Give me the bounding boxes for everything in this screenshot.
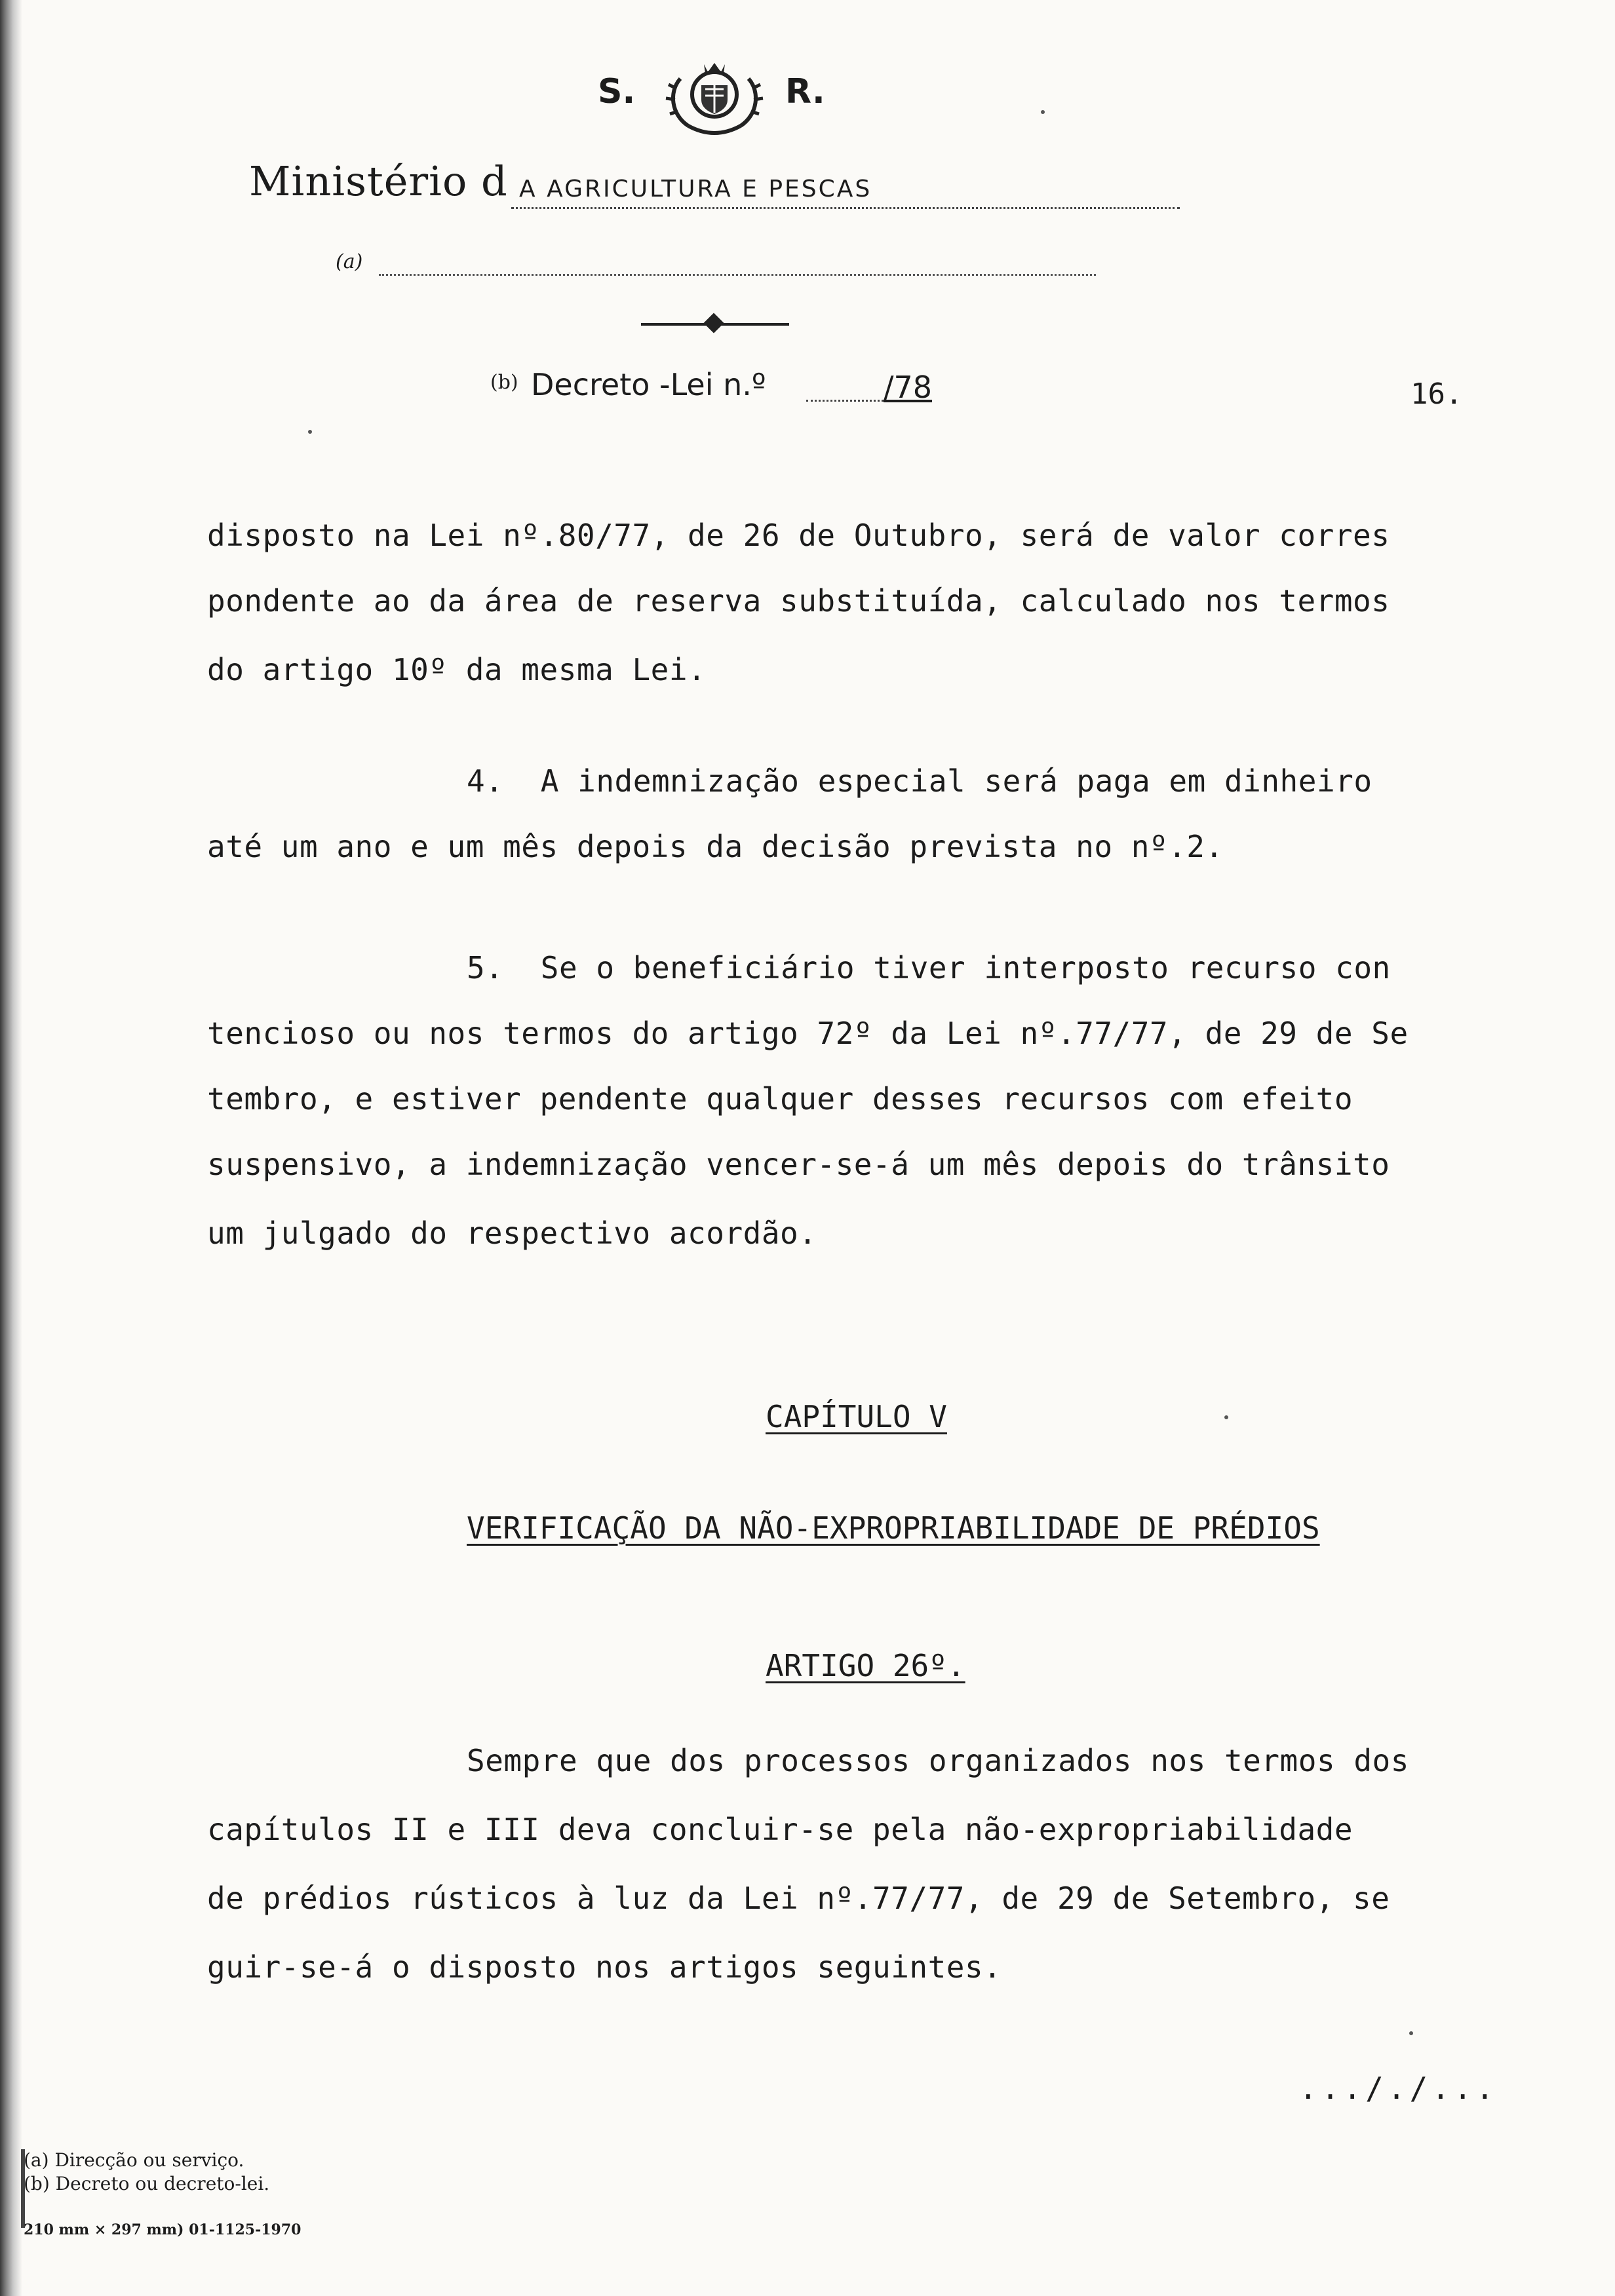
footnote-a: (a) Direcção ou serviço.: [24, 2149, 244, 2171]
chapter-title: VERIFICAÇÃO DA NÃO-EXPROPRIABILIDADE DE PRÉDIOS: [467, 1510, 1320, 1546]
text-line: Sempre que dos processos organizados nos termos dos: [467, 1743, 1409, 1778]
text-line: de prédios rústicos à luz da Lei nº.77/77, de 29 de Setembro, se: [207, 1881, 1390, 1916]
article-heading: ARTIGO 26º.: [766, 1648, 965, 1683]
decree-line: [490, 367, 988, 413]
scan-speck: [308, 430, 312, 434]
service-label-a: (a): [336, 250, 363, 273]
text-line: suspensivo, a indemnização vencer-se-á um mês depois do trânsito: [207, 1147, 1390, 1182]
text-line: um julgado do respectivo acordão.: [207, 1215, 817, 1251]
page-number: 16.: [1411, 377, 1463, 411]
text-line: até um ano e um mês depois da decisão prevista no nº.2.: [207, 829, 1224, 864]
text-line: do artigo 10º da mesma Lei.: [207, 652, 707, 687]
letterhead-r: R.: [785, 72, 825, 111]
diamond-icon: [703, 313, 724, 333]
ministry-line: [249, 157, 1180, 223]
decree-number: /78: [884, 370, 933, 405]
ornament-divider: [641, 315, 789, 334]
footnote-b: (b) Decreto ou decreto-lei.: [24, 2173, 270, 2194]
letterhead-seal-row: [0, 52, 1615, 138]
text-line: 4. A indemnização especial será paga em dinheiro: [467, 763, 1372, 799]
letterhead-s: S.: [598, 72, 636, 111]
page-edge-shadow: [0, 0, 22, 2296]
ministry-department: A AGRICULTURA E PESCAS: [519, 176, 872, 202]
text-line: 5. Se o beneficiário tiver interposto recurso con: [467, 950, 1391, 985]
scan-speck: [1409, 2031, 1413, 2035]
continuation-mark: ..././...: [1299, 2071, 1498, 2106]
text-line: capítulos II e III deva concluir-se pela não-expropriabilidade: [207, 1812, 1353, 1847]
text-line: disposto na Lei nº.80/77, de 26 de Outubro, será de valor corres: [207, 518, 1390, 553]
chapter-heading: CAPÍTULO V: [766, 1399, 947, 1434]
service-line: [336, 250, 1096, 283]
scan-speck: [1224, 1415, 1228, 1419]
ministry-dotted-line: [511, 207, 1180, 209]
text-line: tembro, e estiver pendente qualquer desses recursos com efeito: [207, 1081, 1353, 1117]
text-line: pondente ao da área de reserva substituída, calculado nos termos: [207, 583, 1390, 619]
decree-title: Decreto -Lei n.º: [531, 367, 766, 402]
scan-speck: [1041, 110, 1045, 114]
coat-of-arms-icon: [662, 52, 767, 138]
ministry-label: Ministério d: [249, 157, 508, 205]
text-line: guir-se-á o disposto nos artigos seguintes.: [207, 1949, 1002, 1985]
form-code: 210 mm × 297 mm) 01-1125-1970: [24, 2221, 302, 2238]
text-line: tencioso ou nos termos do artigo 72º da Lei nº.77/77, de 29 de Se: [207, 1016, 1409, 1051]
service-dotted-line: [379, 274, 1096, 276]
decree-label-b: (b): [490, 371, 518, 394]
